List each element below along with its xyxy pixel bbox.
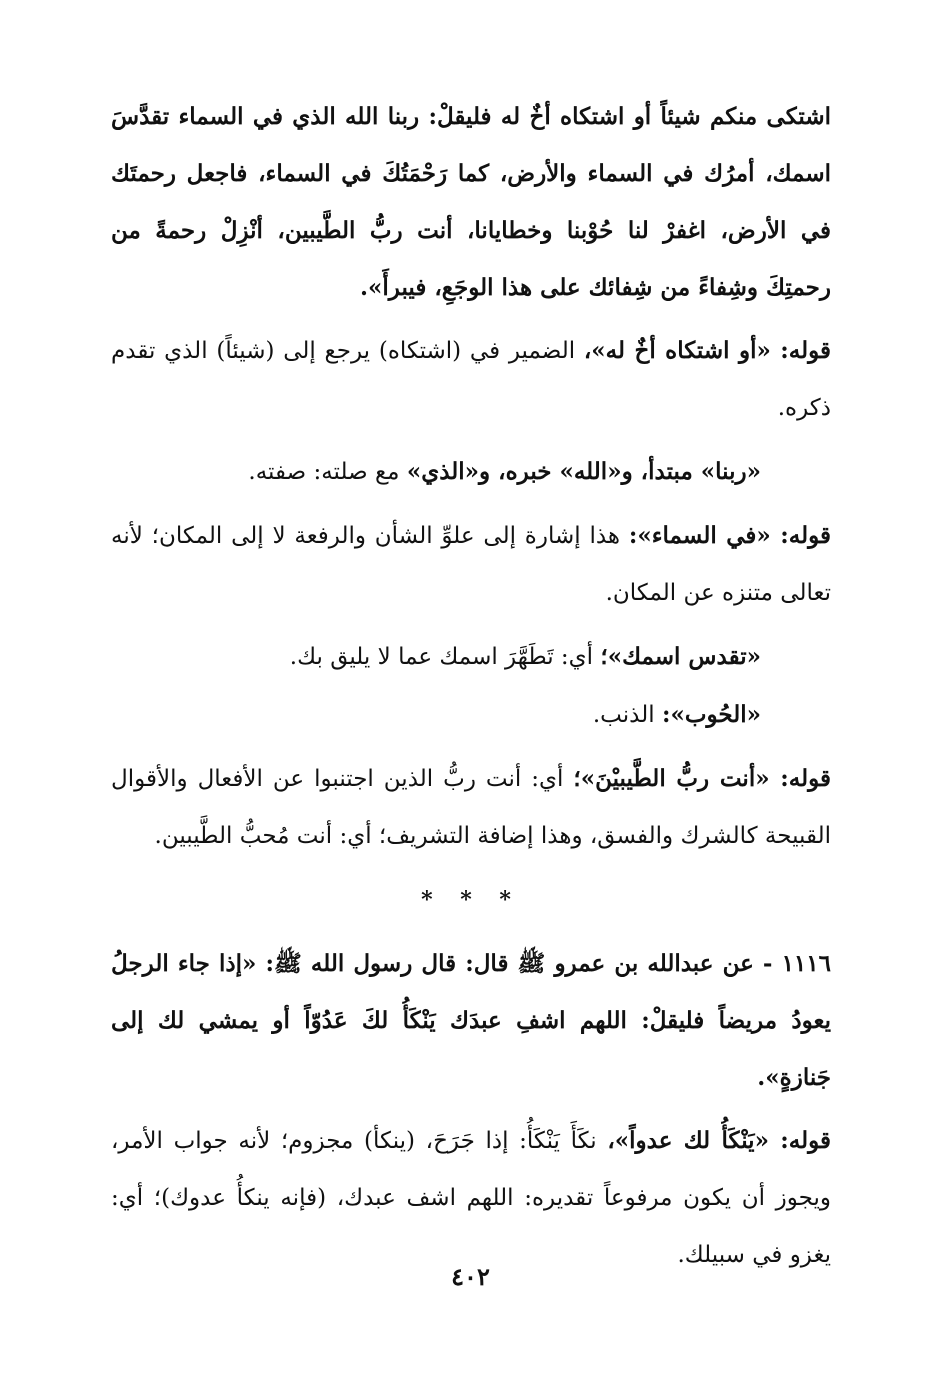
commentary-paragraph (111, 322, 831, 437)
page-number: ٤٠٢ (451, 1262, 490, 1291)
commentary-paragraph (111, 507, 831, 622)
commentary-lead: «الحُوب»: (661, 701, 761, 728)
page-body (111, 88, 831, 1284)
commentary-paragraph (111, 628, 831, 686)
commentary-text: الضمير في (اشتكاه) يرجع إلى (شيئاً) الذي تقدم ذكره. (111, 338, 831, 421)
commentary-lead: قوله: «يَنْكَأُ لك عدواً»، (607, 1127, 831, 1154)
commentary-text: أي: أنت ربُّ الذين اجتنبوا عن الأفعال والأقوال القبيحة كالشرك والفسق، وهذا إضافة التشريف؛ أي: أنت مُحبُّ الطَّيبين. (111, 766, 831, 849)
commentary-text: مع صلته: صفته. (248, 459, 407, 485)
commentary-lead: «ربنا» مبتدأ، و«الله» خبره، و«الذي» (406, 458, 761, 485)
commentary-paragraph (111, 1112, 831, 1284)
hadith-text: ١١١٦ - عن عبدالله بن عمرو ﷺ قال: قال رسول الله ﷺ: «إذا جاء الرجلُ يعودُ مريضاً فليقلْ: اللهم اشفِ عبدَك يَنْكَأُ لكَ عَدُوّاً أو يمشي لك إلى جَنازةٍ». (111, 950, 831, 1091)
commentary-text: الذنب. (592, 702, 662, 728)
commentary-text: نكَأَ يَنْكَأُ: إذا جَرَحَ، (ينكأ) مجزوم؛ لأنه جواب الأمر، ويجوز أن يكون مرفوعاً تقديره: اللهم اشف عبدك، (فإنه ينكأُ عدوك)؛ أي: يغزو في سبيلك. (111, 1128, 831, 1268)
commentary-paragraph (111, 443, 831, 501)
commentary-lead: قوله: «أنت ربُّ الطَّيبيْنَ»؛ (573, 765, 831, 792)
commentary-text: هذا إشارة إلى علوِّ الشأن والرفعة لا إلى المكان؛ لأنه تعالى متنزه عن المكان. (111, 523, 831, 606)
commentary-lead: قوله: «أو اشتكاه أخٌ له»، (583, 337, 832, 364)
commentary-lead: «تقدس اسمك»؛ (600, 643, 761, 670)
commentary-paragraph (111, 750, 831, 865)
hadith-text-continued: اشتكى منكم شيئاً أو اشتكاه أخٌ له فليقلْ: ربنا الله الذي في السماء تقدَّسَ اسمك، أمرُك في السماء والأرض، كما رَحْمَتُكَ في السماء، فاجعل رحمتَك في الأرض، اغفرْ لنا حُوْبنا وخطايانا، أنت ربُّ الطَّيبين، أنْزِلْ رحمةً من رحمتِكَ وشِفاءً من شِفائك على هذا الوجَعِ، فيبرأَ». (111, 103, 831, 301)
commentary-paragraph (111, 686, 831, 744)
commentary-lead: قوله: «في السماء»: (628, 522, 831, 549)
section-divider: * * * (421, 887, 521, 913)
commentary-text: أي: تَطَهَّرَ اسمك عما لا يليق بك. (289, 644, 601, 670)
